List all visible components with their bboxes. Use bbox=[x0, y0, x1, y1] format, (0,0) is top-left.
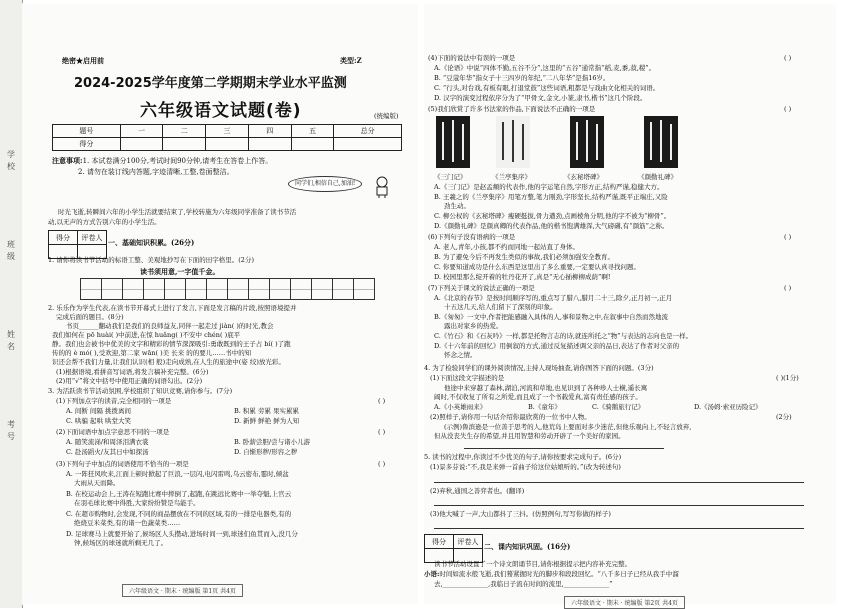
q4-2-example: 但从没丧失生存的希望,并且用智慧和劳动开辟了一个美好的家园。 bbox=[434, 432, 625, 440]
option: B. 积累 劳累 果实累累 bbox=[234, 407, 300, 415]
option: B. 在校运动会上,王涛在短跑比赛中摔倒了,起跑,在跳远比赛中一举夺魁,上官云 bbox=[66, 490, 292, 498]
tianzige-grid[interactable] bbox=[80, 278, 374, 300]
option: B.《童年》 bbox=[528, 403, 561, 411]
option: A.《三门记》是赵孟頫的代表作,他的字运笔自然,字形方正,结构严谨,稳健大方。 bbox=[434, 183, 664, 191]
option: A.《小英雄雨来》 bbox=[434, 403, 487, 411]
binding-strip bbox=[0, 0, 23, 608]
option: C. 在超市购物时,会发现,不同的商品摆放在不同的区域,有的一排是电器类,有的 bbox=[66, 510, 292, 518]
score-cell[interactable] bbox=[334, 138, 402, 151]
answer-paren[interactable]: ( ) bbox=[784, 284, 792, 292]
option: B.《匆匆》一文中,作者把能感融入具体的人,事和景物之中,在叙事中自然而然地流 bbox=[434, 313, 669, 321]
option: C. “行头,对台戏,有板有眼,打退堂鼓”这些词语,粗都是与戏曲文化相关的词语。 bbox=[434, 84, 660, 92]
binding-char: 校 bbox=[7, 162, 15, 171]
calligraphy-caption: 《兰亭集序》 bbox=[492, 173, 531, 181]
q4-text: 4. 为了检验同学们的课外阅读情况,主持人现场抽查,请你图答下面的问题。(3分) bbox=[424, 364, 654, 372]
option: 怀念之情。 bbox=[444, 351, 477, 359]
grader-box bbox=[48, 230, 107, 259]
option: A.《北京的春节》是按时间顺序写的,重点写了腊八,腊月二十三,除夕,正月初一,正月 bbox=[434, 294, 673, 302]
section2-heading: 二、课内知识巩固。(16分) bbox=[484, 542, 571, 551]
score-note: (2分) bbox=[776, 413, 792, 421]
dialog-line: 时间如流水般飞逝,我们蓦紧握时光的脚步和段段回忆。“八千多日子已经从我手中溜 bbox=[439, 570, 679, 578]
option: C. 你要知道成功是什么东西是这里出了多么重要,一定要认真寻找问题。 bbox=[434, 263, 640, 271]
sec2-dialog bbox=[424, 570, 679, 579]
option: 绝烧豆米菜类,有的诸一色蔬菜类…… bbox=[74, 519, 181, 527]
answer-paren[interactable]: ( ) bbox=[784, 54, 792, 62]
option: A. 老人,青年,小孩,都不约而同地一起站直了身体。 bbox=[434, 243, 580, 251]
option: C. 哄骗 起哄 哄堂大笑 bbox=[66, 417, 132, 425]
option: B. “豆蔻年华”指女子十三四岁的年纪,“二八年华”是指16岁。 bbox=[434, 74, 610, 82]
q2-sub: (2)用“√”将文中括号中使用正确的词语勾出。(2分) bbox=[56, 377, 203, 385]
grader-label: 得分 bbox=[49, 231, 78, 245]
score-cell[interactable] bbox=[206, 138, 249, 151]
q2-text: 书页______翻动我们是我们的良师益友,同伴一起走过 jiàn( )的时光,教会 bbox=[66, 322, 274, 330]
q4-2-text: (2)照样子,请你用一句话介绍你最欣赏的一位书中人物。 bbox=[430, 413, 591, 421]
binding-char: 考 bbox=[7, 420, 15, 429]
calligraphy-caption: 《颜勤礼碑》 bbox=[638, 173, 677, 181]
secret-label: 绝密★启用前 bbox=[62, 56, 104, 65]
grader-label: 评卷人 bbox=[78, 231, 107, 245]
binding-char: 名 bbox=[7, 342, 15, 351]
q3-7-text: (7)下列关于课文的说法正确的一项是 bbox=[428, 284, 535, 292]
answer-line[interactable] bbox=[434, 505, 804, 506]
option: D. 汉字的演变过程依序分为了“甲骨文,金文,小篆,隶书,楷书”这几个阶段。 bbox=[434, 94, 647, 102]
option: D. 足球赛马上就要开始了,候场区人头攒动,进场时间一到,球迷们鱼贯而入,没几分 bbox=[66, 530, 298, 538]
answer-line[interactable] bbox=[464, 448, 664, 449]
option: 十五这几天,给人们留下了深刻的印象。 bbox=[444, 303, 557, 311]
binding-char: 学 bbox=[7, 150, 15, 159]
section1-heading: 一、基础知识积累。(26分) bbox=[108, 238, 195, 247]
q4-1-passage: 阔时,不仅收复了所有之所爱,而且成了一个书载爱真,富有责任感的孩子。 bbox=[434, 393, 642, 401]
binding-char: 姓 bbox=[7, 330, 15, 339]
page-footer: 六年级语文 · 期末 · 统编版 第2页 共4页 bbox=[564, 596, 685, 609]
q2-text: 我们如何在 pō huài( )中前进,在惊 huǎng( )不安中 chén( )底平 bbox=[52, 331, 241, 339]
edition-label: (统编版) bbox=[374, 112, 399, 120]
q5-2-text: (2)弃秋,通国之善弈者也。(翻译) bbox=[430, 487, 525, 495]
q2-text: 传的的 è mó( ),受欢迎,第二家 wān( )美 长来 的的要儿……书中的知 bbox=[52, 349, 252, 357]
option: A. 一阵狂风吹来,江面上顿时掀起了巨浪,一层闪,电闪雷鸣,乌云密布,霎时,倾盆 bbox=[66, 470, 289, 478]
calligraphy-image bbox=[644, 116, 678, 168]
grader-label: 得分 bbox=[425, 535, 454, 549]
option: D. 自惭形秽/形容之秽 bbox=[234, 448, 298, 456]
q2-text: 完成后面的题目。(8分) bbox=[56, 313, 124, 321]
q2-text: 2. 乐乐作为学生代表,在读书节开幕式上进行了发言,下面是发言稿的片段,按照语境提并 bbox=[48, 304, 297, 312]
option: D. 新鲜 鲜艳 鲜为人知 bbox=[234, 417, 300, 425]
binding-char: 班 bbox=[7, 240, 15, 249]
type-label: 类型:Z bbox=[340, 56, 362, 65]
option: D.《汤姆·索亚历险记》 bbox=[694, 403, 762, 411]
option: B. 王羲之的《兰亭集序》用笔方整,笔力刚劲,字形坚长,结构严谨,既平正端庄,又险 bbox=[434, 193, 668, 201]
answer-paren[interactable]: ( ) bbox=[784, 105, 792, 113]
sec2-intro: 读书节活动设置了一个诗文朗诵节目,请你根据提示把内容补充完整。 bbox=[434, 560, 632, 568]
score-cell[interactable] bbox=[291, 138, 334, 151]
speaker-label: 小语: bbox=[424, 570, 440, 578]
option: D.《颜勤礼碑》是颜真卿的代表作品,他的楷书饱满雄浑,大气磅礴,有“颜筋”之称。 bbox=[434, 222, 669, 230]
encourage-callout: 同学们,相信自己,加油! bbox=[288, 176, 362, 192]
score-header: 三 bbox=[206, 125, 249, 138]
q1-text: 1. 请你将读书节活动的标语工整、美观地抄写在下面的田字格里。(2分) bbox=[48, 256, 254, 264]
score-header: 一 bbox=[120, 125, 163, 138]
q2-sub: (1)根据语境,看拼音写词语,将发言稿补充完整。(6分) bbox=[56, 368, 209, 376]
score-header: 五 bbox=[291, 125, 334, 138]
option: D. 校园里那么绽开着的牡丹花开了,真是“无心插柳柳成荫”啊! bbox=[434, 273, 611, 281]
option: 露出对家乡的热爱。 bbox=[444, 322, 503, 330]
option: A.《论语》中说“四体不勤,五谷不分”,这里的“五谷”通常指“稻,麦,黍,菽,稷”。 bbox=[434, 64, 656, 72]
score-cell[interactable] bbox=[163, 138, 206, 151]
dialog-line: 去,______________,我临日子流在时间的流里,______________” bbox=[434, 580, 613, 588]
intro-line: 动,以无声的方式告别六年的小学生活。 bbox=[48, 218, 161, 226]
score-header: 四 bbox=[248, 125, 291, 138]
score-header: 总分 bbox=[334, 125, 402, 138]
answer-paren[interactable]: ( ) bbox=[378, 428, 386, 436]
calligraphy-image bbox=[570, 116, 604, 168]
notes-title: 注意事项: bbox=[52, 156, 83, 165]
option: 在羽毛球比赛中得胜,大家纷纷赞是鸟能手。 bbox=[74, 499, 200, 507]
q3-3-text: (3)下列句子中加点的词语使用不恰当的一项是 bbox=[56, 460, 189, 468]
score-header: 二 bbox=[163, 125, 206, 138]
option: D.《十六年前的回忆》用倒叙的方式,通过反复描述调父亲的品日,表达了作者对父亲的 bbox=[434, 342, 680, 350]
option: C. 赴汤蹈火/友其日中如探汤 bbox=[66, 448, 149, 456]
option: B. 卧薪尝胆/尝与诸小儿游 bbox=[234, 438, 311, 446]
right-page bbox=[424, 4, 836, 607]
cartoon-figure-icon bbox=[374, 176, 390, 198]
option: C.《竹石》和《石灰吟》一样,都是托物言志的诗,就连所托之“物”与表达的志向也是一样。 bbox=[434, 332, 693, 340]
score-header: 题号 bbox=[53, 125, 121, 138]
calligraphy-image bbox=[496, 116, 530, 168]
q4-1-text: (1)下面这段文字描述的是 bbox=[430, 374, 505, 382]
answer-paren[interactable]: ( ) bbox=[378, 397, 386, 405]
answer-paren[interactable]: ( ) bbox=[378, 460, 386, 468]
intro-line: 时光飞逝,转瞬间六年的小学生活就要结束了,学校转施为六年级同学准备了读书节活 bbox=[58, 208, 297, 216]
notes-block bbox=[52, 156, 272, 166]
q4-1-passage: 他途中来穿越了森林,湖泊,河流和草地,也见识到了各种珍人士横,遥长寓 bbox=[444, 384, 648, 392]
calligraphy-image bbox=[436, 116, 470, 168]
grader-box bbox=[424, 534, 483, 563]
exam-title: 2024-2025学年度第二学期期末学业水平监测 bbox=[74, 76, 347, 91]
option: 劲生动。 bbox=[444, 202, 470, 210]
answer-line[interactable] bbox=[434, 528, 804, 529]
answer-paren[interactable]: ( )(1分) bbox=[776, 374, 799, 382]
score-cell[interactable] bbox=[248, 138, 291, 151]
note-item: 2. 请勿在装订线内答题,字迹清晰,工整,卷面整洁。 bbox=[78, 168, 234, 176]
score-cell[interactable] bbox=[120, 138, 163, 151]
q5-1-text: (1)景多芬说:“不,我是来弹一首曲子给这位姑娘听的。”(改为转述句) bbox=[430, 463, 621, 471]
option: A. 随笑流涕/和周泽泪满衣裳 bbox=[66, 438, 149, 446]
calligraphy-caption: 《玄秘塔碑》 bbox=[564, 173, 603, 181]
note-item: 1. 本试卷满分100分,考试时间90分钟,请考生在答卷上作答。 bbox=[82, 157, 273, 165]
q5-text: 5. 读书的过程中,你读过不少优美的句子,请你按要求完成句子。(6分) bbox=[424, 453, 622, 461]
q3-5-text: (5)我们欣赏了许多书法家的作品,下面说法不正确的一项是 bbox=[428, 105, 596, 113]
option: A. 间断 间隔 挑拨离间 bbox=[66, 407, 131, 415]
answer-line[interactable] bbox=[434, 482, 804, 483]
option: C. 柳公权的《玄秘塔碑》瘦硬挺拔,骨力遒劲,点画棱角分明,他的字不被为“柳骨”。 bbox=[434, 212, 671, 220]
q3-2-text: (2)下面词语中加点字意思不同的一项是 bbox=[56, 428, 170, 436]
option: 钟,候场区的球迷就所剩无几了。 bbox=[74, 539, 168, 547]
q3-4-text: (4)下面的说法中有误的一项是 bbox=[428, 54, 516, 62]
binding-char: 级 bbox=[7, 252, 15, 261]
grader-label: 评卷人 bbox=[454, 535, 483, 549]
q5-3-text: (3)他大喊了一声,大山都抖了三抖。(仿照例句,写写你做的样子) bbox=[430, 510, 611, 518]
option: B. 为了避免今后不再发生类似的事故,我们必须加强安全教育。 bbox=[434, 253, 614, 261]
subject-title: 六年级语文试题(卷) bbox=[140, 101, 302, 121]
score-row-label: 得分 bbox=[53, 138, 121, 151]
binding-char: 号 bbox=[7, 432, 15, 441]
answer-paren[interactable]: ( ) bbox=[784, 233, 792, 241]
motto-text: 读书须用意,一字值千金。 bbox=[140, 267, 220, 276]
q4-2-example: (示例)鲁滨逊是一位善于思考的人,他荒岛上要面对多少迷茫,但他乐观向上,不轻言放弃, bbox=[444, 423, 692, 431]
page-footer: 六年级语文 · 期末 · 统编版 第1页 共4页 bbox=[122, 584, 243, 597]
left-page bbox=[22, 4, 418, 604]
option: C.《骑鹅旅行记》 bbox=[592, 403, 645, 411]
option: 大雨从天而降。 bbox=[74, 479, 120, 487]
calligraphy-caption: 《三门记》 bbox=[434, 173, 467, 181]
q3-1-text: (1)下列加点字的读音,完全相同的一项是 bbox=[56, 397, 172, 405]
q3-6-text: (6)下列句子没有语病的一项是 bbox=[428, 233, 516, 241]
q2-text: 静。我们也会被书中优美的文字和精彩的情节深深吸引:勇敢既到的王子占 bí( )了跑 bbox=[52, 340, 291, 348]
q2-text: 识还会帮不我们力量,让我们认识(相 般)走向成熟,在人生的旅途中(姿 绞)放光彩。 bbox=[52, 358, 285, 366]
q3-text: 3. 为活跃读书节活动氛围,学校组织了知识竞赛,请你参与。(7分) bbox=[48, 387, 233, 395]
score-table bbox=[52, 124, 402, 151]
